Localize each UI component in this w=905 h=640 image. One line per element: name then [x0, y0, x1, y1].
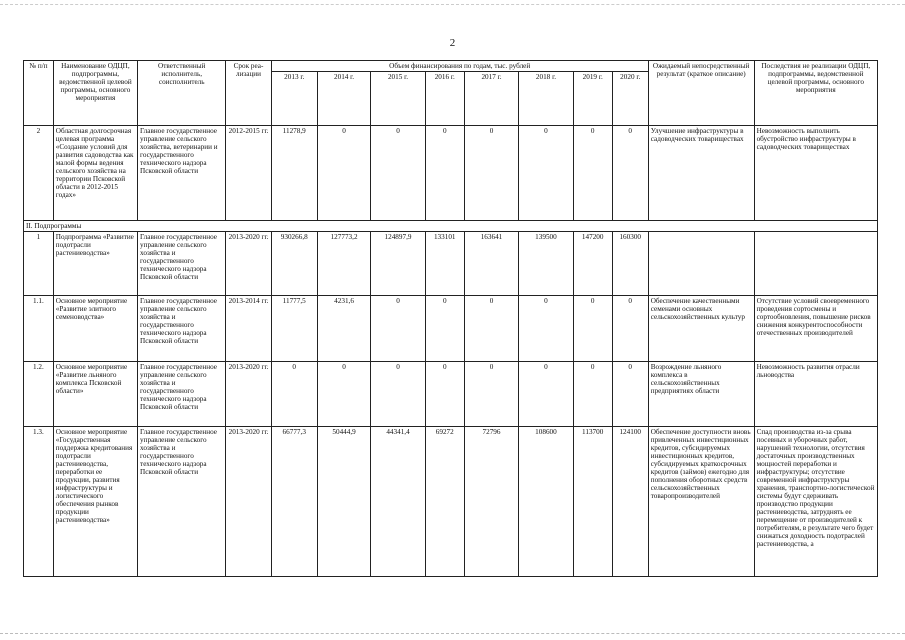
header-year: 2014 г.	[317, 72, 370, 126]
row-name: Областная долгосрочная целевая программа «Создание условий для развития садоводства как малой формы ведения сельского хозяйства на территории Псковской области в 2012-2015 годах»	[53, 126, 137, 221]
row-expected: Обеспечение качественными семенами основных сельскохозяйственных культур	[648, 296, 754, 362]
program-table	[23, 60, 878, 577]
row-value: 160300	[612, 232, 648, 296]
row-term: 2012-2015 гг.	[226, 126, 271, 221]
row-value: 930266,8	[271, 232, 317, 296]
row-expected: Возрождение льняного комплекса в сельскохозяйственных предприятиях области	[648, 362, 754, 427]
header-name: Наименование ОДЦП, подпрограммы, ведомственной целевой программы, основного мероприятия	[53, 61, 137, 126]
row-value: 69272	[425, 427, 464, 577]
scan-edge-bottom	[0, 633, 905, 634]
row-value: 11777,5	[271, 296, 317, 362]
row-name: Основное мероприятие «Развитие льняного комплекса Псковской области»	[53, 362, 137, 427]
row-value: 0	[612, 126, 648, 221]
header-year: 2019 г.	[573, 72, 612, 126]
row-value: 0	[464, 126, 518, 221]
row-term: 2013-2020 гг.	[226, 232, 271, 296]
row-value: 108600	[519, 427, 573, 577]
header-term: Срок реа-лизации	[226, 61, 271, 126]
table-row	[24, 296, 878, 362]
page-number: 2	[449, 37, 456, 49]
row-value: 0	[425, 126, 464, 221]
row-value: 72796	[464, 427, 518, 577]
row-term: 2013-2014 гг.	[226, 296, 271, 362]
header-year: 2015 г.	[371, 72, 425, 126]
row-consequences: Невозможность выполнить обустройство инфраструктуры в садоводческих товариществах	[754, 126, 877, 221]
header-year: 2016 г.	[425, 72, 464, 126]
row-value: 133101	[425, 232, 464, 296]
row-value: 0	[519, 362, 573, 427]
row-value: 124100	[612, 427, 648, 577]
row-value: 4231,6	[317, 296, 370, 362]
section-heading: II. Подпрограммы	[24, 221, 878, 232]
row-value: 113700	[573, 427, 612, 577]
row-value: 0	[573, 362, 612, 427]
header-consequences: Последствия не реализации ОДЦП, подпрограммы, ведомственной целевой программы, основного мероприятия	[754, 61, 877, 126]
row-expected	[648, 232, 754, 296]
row-consequences: Невозможность развития отрасли льноводства	[754, 362, 877, 427]
row-num: 2	[24, 126, 54, 221]
row-expected: Улучшение инфраструктуры в садоводческих товариществах	[648, 126, 754, 221]
row-value: 66777,3	[271, 427, 317, 577]
row-value: 0	[519, 126, 573, 221]
row-num: 1.2.	[24, 362, 54, 427]
row-term: 2013-2020 гг.	[226, 427, 271, 577]
row-value: 0	[464, 362, 518, 427]
row-value: 0	[464, 296, 518, 362]
table-row	[24, 362, 878, 427]
row-value: 11278,9	[271, 126, 317, 221]
row-responsible: Главное государственное управление сельского хозяйства и государственного технического надзора Псковской области	[138, 427, 226, 577]
row-responsible: Главное государственное управление сельского хозяйства и государственного технического надзора Псковской области	[138, 232, 226, 296]
header-year: 2013 г.	[271, 72, 317, 126]
row-value: 44341,4	[371, 427, 425, 577]
row-num: 1.3.	[24, 427, 54, 577]
row-value: 50444,9	[317, 427, 370, 577]
table-row	[24, 232, 878, 296]
table-row	[24, 126, 878, 221]
header-funding: Объем финансирования по годам, тыс. рублей	[271, 61, 648, 72]
row-value: 0	[573, 126, 612, 221]
row-value: 0	[612, 362, 648, 427]
row-responsible: Главное государственное управление сельского хозяйства и государственного технического надзора Псковской области	[138, 362, 226, 427]
row-num: 1.1.	[24, 296, 54, 362]
row-value: 0	[425, 362, 464, 427]
row-consequences	[754, 232, 877, 296]
row-value: 0	[371, 362, 425, 427]
row-value: 0	[317, 362, 370, 427]
row-value: 0	[573, 296, 612, 362]
row-consequences: Спад производства из-за срыва посевных и уборочных работ, нарушений технологии, отсутствия достаточных производственных мощностей переработки и инфраструктуры; отсутствие современной инфраструктуры хранения, транспортно-логистической системы будут сдерживать производство продукции растениеводства, затруднять ее перемещение от производителей к потребителям, в результате чего будет снижаться доходность подотраслей растениеводства, а	[754, 427, 877, 577]
row-responsible: Главное государственное управление сельского хозяйства и государственного технического надзора Псковской области	[138, 296, 226, 362]
row-responsible: Главное государственное управление сельского хозяйства, ветеринарии и государственного технического надзора Псковской области	[138, 126, 226, 221]
row-value: 139500	[519, 232, 573, 296]
header-expected: Ожидаемый непосредственный результат (краткое описание)	[648, 61, 754, 126]
row-num: 1	[24, 232, 54, 296]
row-value: 0	[612, 296, 648, 362]
row-term: 2013-2020 гг.	[226, 362, 271, 427]
row-value: 124897,9	[371, 232, 425, 296]
row-value: 147200	[573, 232, 612, 296]
table-row	[24, 427, 878, 577]
row-name: Основное мероприятие «Государственная поддержка кредитования подотрасли растениеводства, переработки ее продукции, развития инфраструктуры и логистического обеспечения рынков продукции растениеводства»	[53, 427, 137, 577]
row-value: 0	[519, 296, 573, 362]
row-name: Подпрограмма «Развитие подотрасли растениеводства»	[53, 232, 137, 296]
section-row	[24, 221, 878, 232]
row-value: 0	[425, 296, 464, 362]
row-consequences: Отсутствие условий своевременного проведения сортосмены и сортообновления, повышение рисков снижения конкурентоспособности отечественных производителей	[754, 296, 877, 362]
row-expected: Обеспечение доступности вновь привлеченных инвестиционных кредитов, субсидируемых инвестиционных кредитов, субсидируемых краткосрочных кредитов (займов) ежегодно для пополнения оборотных средств сельскохозяйственных товаропроизводителей	[648, 427, 754, 577]
row-name: Основное мероприятие «Развитие элитного семеноводства»	[53, 296, 137, 362]
header-year: 2018 г.	[519, 72, 573, 126]
header-num: № п/п	[24, 61, 54, 126]
row-value: 0	[371, 296, 425, 362]
row-value: 0	[271, 362, 317, 427]
row-value: 0	[371, 126, 425, 221]
row-value: 0	[317, 126, 370, 221]
header-responsible: Ответственный исполнитель, соисполнитель	[138, 61, 226, 126]
header-row	[24, 61, 878, 72]
header-year: 2017 г.	[464, 72, 518, 126]
row-value: 127773,2	[317, 232, 370, 296]
row-value: 163641	[464, 232, 518, 296]
scan-edge-top	[0, 4, 905, 5]
header-year: 2020 г.	[612, 72, 648, 126]
